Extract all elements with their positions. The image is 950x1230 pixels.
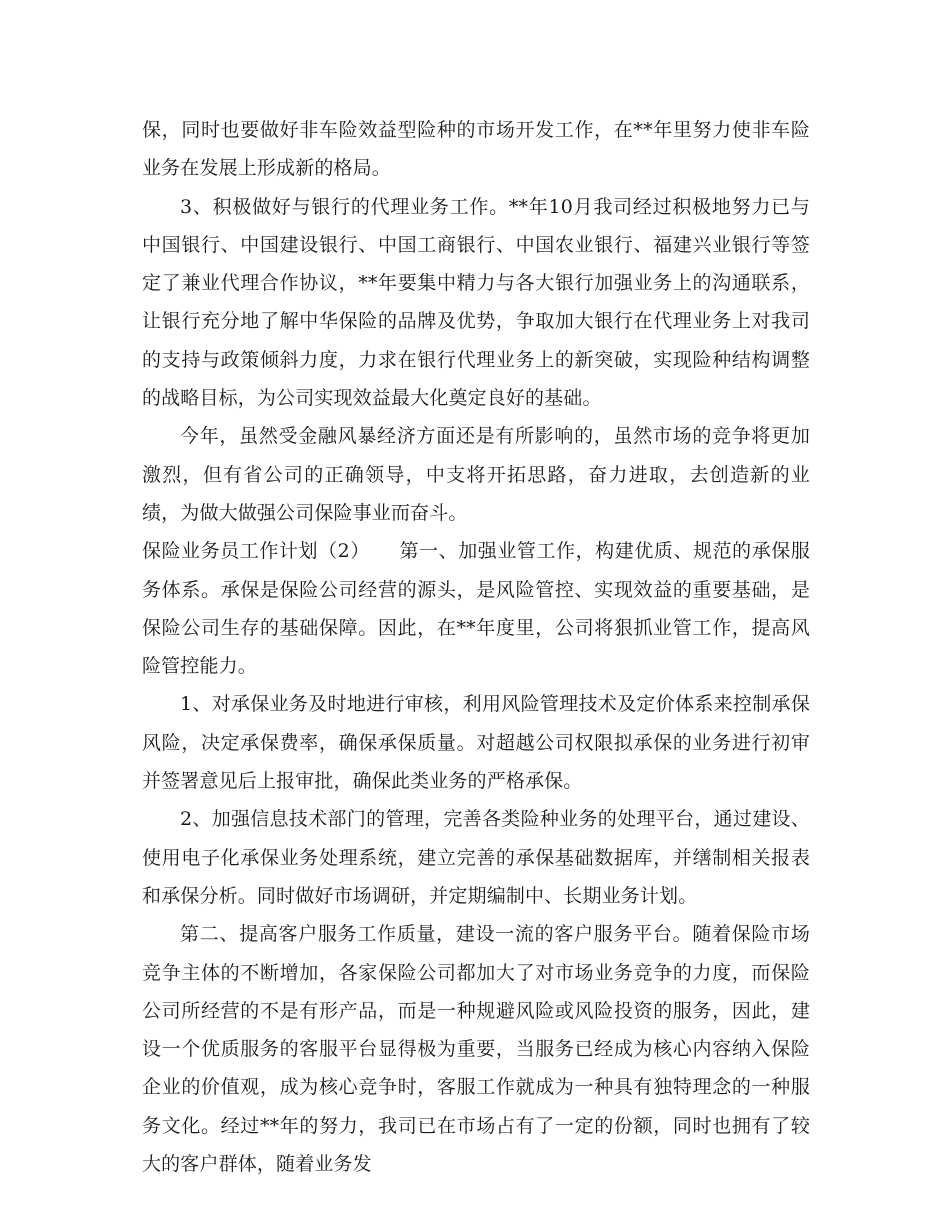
paragraph-2: 3、积极做好与银行的代理业务工作。**年10月我司经过积极地努力已与中国银行、中国建设银行、中国工商银行、中国农业银行、福建兴业银行等签定了兼业代理合作协议，**年要集中精力与各大银行加强业务上的沟通联系，让银行充分地了解中华保险的品牌及优势，争取加大银行在代理业务上对我司的支持与政策倾斜力度，力求在银行代理业务上的新突破，实现险种结构调整的战略目标，为公司实现效益最大化奠定良好的基础。 <box>142 195 810 410</box>
paragraph-5: 1、对承保业务及时地进行审核，利用风险管理技术及定价体系来控制承保风险，决定承保费率，确保承保质量。对超越公司权限拟承保的业务进行初审并签署意见后上报审批，确保此类业务的严格承保。 <box>142 693 810 793</box>
paragraph-4-section-heading: 保险业务员工作计划（2） 第一、加强业管工作，构建优质、规范的承保服务体系。承保是保险公司经营的源头，是风险管控、实现效益的重要基础，是保险公司生存的基础保障。因此，在**年度里，公司将狠抓业管工作，提高风险管控能力。 <box>142 540 810 678</box>
paragraph-3: 今年，虽然受金融风暴经济方面还是有所影响的，虽然市场的竞争将更加激烈，但有省公司的正确领导，中支将开拓思路，奋力进取，去创造新的业绩，为做大做强公司保险事业而奋斗。 <box>142 425 810 524</box>
paragraph-6: 2、加强信息技术部门的管理，完善各类险种业务的处理平台，通过建设、使用电子化承保业务处理系统，建立完善的承保基础数据库，并缮制相关报表和承保分析。同时做好市场调研，并定期编制中、长期业务计划。 <box>142 808 810 907</box>
paragraph-7: 第二、提高客户服务工作质量，建设一流的客户服务平台。随着保险市场竞争主体的不断增加，各家保险公司都加大了对市场业务竞争的力度，而保险公司所经营的不是有形产品，而是一种规避风险或风险投资的服务，因此，建设一个优质服务的客服平台显得极为重要，当服务已经成为核心内容纳入保险企业的价值观，成为核心竞争时，客服工作就成为一种具有独特理念的一种服务文化。经过**年的努力，我司已在市场占有了一定的份额，同时也拥有了较大的客户群体，随着业务发 <box>142 923 810 1176</box>
document-body <box>142 111 810 1183</box>
paragraph-1: 保，同时也要做好非车险效益型险种的市场开发工作，在**年里努力使非车险业务在发展上形成新的格局。 <box>142 119 810 180</box>
